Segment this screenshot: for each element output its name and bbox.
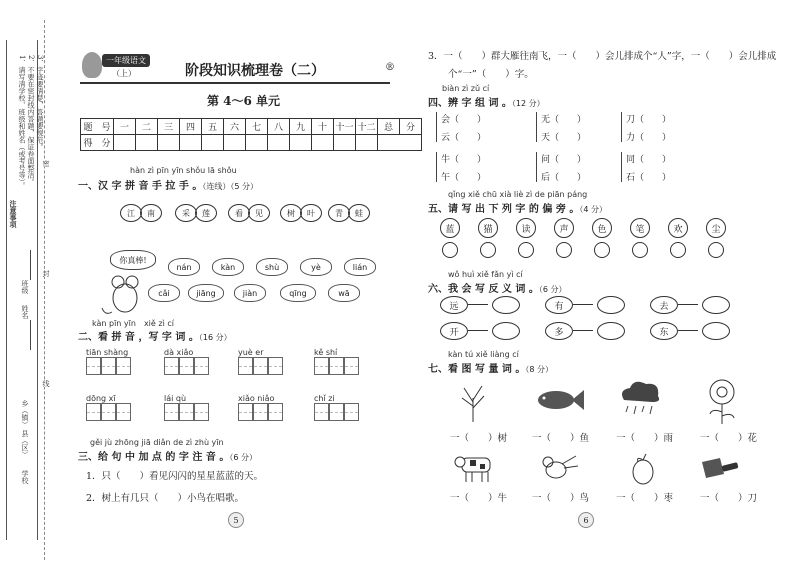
writing-grid[interactable] [238, 403, 283, 421]
s3-line-3: 3．一（ ）群大雁往南飞，一（ ）会儿排成个“人”字，一（ ）会儿排成 [428, 51, 777, 62]
antonym-pair [545, 296, 635, 316]
word-pinyin: kě shí [314, 348, 338, 357]
group-item[interactable]: 会（ ） [441, 115, 487, 125]
measure-fish[interactable]: 一（ ）鱼 [532, 433, 590, 444]
measure-flower[interactable]: 一（ ）花 [700, 433, 758, 444]
score-cell[interactable] [158, 135, 180, 151]
antonym-given: 远 [440, 296, 468, 314]
pair-line [468, 330, 488, 331]
s1-pinyin: hàn zì pīn yīn shǒu lā shǒu [130, 166, 237, 175]
char-fruit[interactable] [630, 218, 650, 258]
antonym-given: 开 [440, 322, 468, 340]
page-number-right: 6 [578, 512, 594, 528]
word-char: 青 [328, 204, 350, 222]
pinyin-flower[interactable]: lián [344, 258, 376, 276]
word-group [536, 112, 586, 142]
s4-title-text: 四、辨 字 组 词 。 [428, 98, 512, 109]
speech-bubble: 你真棒! [110, 250, 156, 270]
answer-circle[interactable] [518, 242, 534, 258]
fish-icon [534, 386, 584, 414]
word-group [621, 152, 671, 182]
antonym-answer[interactable] [597, 296, 625, 314]
writing-grid[interactable] [238, 357, 283, 375]
binding-strip [0, 0, 58, 580]
score-col: 二 [136, 119, 158, 135]
s3-line-4: 个“一”（ ）字。 [448, 69, 534, 80]
s7-points: （8 分） [525, 365, 554, 374]
score-cell[interactable] [114, 135, 136, 151]
score-col: 五 [202, 119, 224, 135]
answer-circle[interactable] [442, 242, 458, 258]
pinyin-flower[interactable]: jiàn [234, 284, 266, 302]
cow-icon [452, 450, 498, 484]
note-1: 1．请写清学校、班级和姓名（或考号等）。 [18, 55, 26, 189]
char-fruit[interactable] [440, 218, 460, 258]
measure-knife[interactable]: 一（ ）刀 [700, 493, 758, 504]
char-fruit[interactable] [668, 218, 688, 258]
word-char: 江 [120, 204, 142, 222]
pinyin-word [314, 394, 359, 421]
pinyin-flower[interactable]: kàn [212, 258, 244, 276]
pinyin-flower[interactable]: qīng [280, 284, 316, 302]
antonym-answer[interactable] [492, 322, 520, 340]
s5-pinyin: qǐng xiě chū xià liè zì de piān páng [448, 190, 588, 199]
group-item[interactable]: 牛（ ） [441, 155, 487, 165]
word-pair[interactable] [120, 202, 162, 222]
field-name-line[interactable] [30, 320, 31, 350]
group-item[interactable]: 云（ ） [441, 133, 487, 143]
word-pair[interactable] [280, 202, 322, 222]
field-class-line[interactable] [30, 250, 31, 280]
word-char: 见 [248, 204, 270, 222]
writing-grid[interactable] [314, 357, 359, 375]
antonym-answer[interactable] [702, 322, 730, 340]
writing-grid[interactable] [314, 403, 359, 421]
score-header-row [81, 119, 422, 135]
antonym-pair [650, 296, 740, 316]
group-item[interactable]: 问（ ） [541, 155, 587, 165]
s4-title [428, 94, 545, 109]
antonym-given: 有 [545, 296, 573, 314]
field-town: 乡（镇） [21, 400, 29, 428]
score-col: 十 [312, 119, 334, 135]
note-3: 3．字迹要清楚，答题要规范。 [36, 55, 44, 151]
measure-cow[interactable]: 一（ ）牛 [450, 493, 508, 504]
s1-points: （连线）（5 分） [202, 182, 259, 191]
group-item[interactable]: 天（ ） [541, 133, 587, 143]
s6-points: （6 分） [538, 285, 567, 294]
seal-char-xian: 线 [42, 380, 50, 387]
seal-char-mi: 密 [42, 160, 50, 167]
writing-grid[interactable] [86, 403, 131, 421]
score-col: 十二 [356, 119, 378, 135]
word-pair[interactable] [175, 202, 217, 222]
s3-points: （6 分） [229, 453, 257, 462]
pinyin-word [86, 394, 131, 421]
seal-line [44, 20, 45, 560]
word-group [536, 152, 586, 182]
word-pinyin: dà xiǎo [164, 348, 194, 357]
word-pair[interactable] [328, 202, 370, 222]
score-cell[interactable] [312, 135, 334, 151]
score-cell[interactable] [180, 135, 202, 151]
group-item[interactable]: 午（ ） [441, 173, 487, 183]
antonym-pair [650, 322, 740, 342]
antonym-answer[interactable] [702, 296, 730, 314]
writing-grid[interactable] [164, 357, 209, 375]
s6-pairs [440, 296, 760, 346]
char-circle: 猫 [478, 218, 498, 238]
pinyin-word [314, 348, 359, 375]
s5-title-text: 五、请 写 出 下 列 字 的 偏 旁 。 [428, 204, 580, 215]
word-pair[interactable] [228, 202, 270, 222]
antonym-given: 多 [545, 322, 573, 340]
word-group [621, 112, 671, 142]
s6-pinyin: wǒ huì xiě fǎn yì cí [448, 270, 523, 279]
char-fruit[interactable] [516, 218, 536, 258]
answer-circle[interactable] [632, 242, 648, 258]
score-row-label: 得 分 [81, 135, 114, 151]
char-circle: 读 [516, 218, 536, 238]
pinyin-flower[interactable]: yè [300, 258, 332, 276]
answer-circle[interactable] [594, 242, 610, 258]
char-fruit[interactable] [478, 218, 498, 258]
score-col: 三 [158, 119, 180, 135]
score-col: 九 [290, 119, 312, 135]
answer-circle[interactable] [708, 242, 724, 258]
score-col: 六 [224, 119, 246, 135]
antonym-pair [440, 296, 530, 316]
s3-title [78, 448, 257, 463]
s4-groups [436, 112, 766, 188]
word-pinyin: dōng xī [86, 394, 116, 403]
group-item[interactable]: 同（ ） [626, 155, 672, 165]
s7-title [428, 360, 553, 375]
pinyin-word [238, 394, 283, 421]
pinyin-flower[interactable]: jiāng [188, 284, 224, 302]
measure-bird[interactable]: 一（ ）鸟 [532, 493, 590, 504]
answer-circle[interactable] [670, 242, 686, 258]
word-pinyin: xiǎo niǎo [238, 394, 275, 403]
word-group [436, 112, 486, 142]
measure-date[interactable]: 一（ ）枣 [616, 493, 674, 504]
pinyin-flower[interactable]: cǎi [148, 284, 180, 302]
word-char: 蛙 [348, 204, 370, 222]
char-circle: 色 [592, 218, 612, 238]
s3-pinyin: gěi jù zhōng jiā diǎn de zì zhù yīn [90, 438, 224, 447]
s3-title-text: 三、给 句 中 加 点 的 字 注 音 。 [78, 452, 230, 463]
s2-points: （16 分） [198, 333, 232, 342]
badge [78, 50, 158, 82]
score-header: 题 号 [81, 119, 114, 135]
antonym-answer[interactable] [597, 322, 625, 340]
s3-line-1: 1．只（ ）看见闪闪的星星蓝蓝的天。 [86, 471, 264, 482]
word-pinyin: lái qù [164, 394, 187, 403]
char-circle: 声 [554, 218, 574, 238]
word-char: 树 [280, 204, 302, 222]
s6-title [428, 280, 567, 295]
char-circle: 尘 [706, 218, 726, 238]
score-cell[interactable] [136, 135, 158, 151]
seal-char-feng: 封 [42, 270, 50, 277]
score-cell[interactable] [202, 135, 224, 151]
mouse-icon [100, 268, 150, 318]
tree-icon [456, 378, 490, 422]
unit-title: 第 4～6 单元 [207, 94, 281, 108]
s5-title [428, 200, 607, 215]
note-2: 2．不要在密封线内答题，保证卷面整洁。 [27, 55, 35, 186]
antonym-pair [545, 322, 635, 342]
antonym-given: 东 [650, 322, 678, 340]
word-char: 南 [140, 204, 162, 222]
badge-label: 一年级语文 [102, 54, 150, 67]
score-cell[interactable] [290, 135, 312, 151]
score-cell[interactable] [224, 135, 246, 151]
s4-points: （12 分） [511, 99, 545, 108]
s1-title-text: 一、汉 字 拼 音 手 拉 手 。 [78, 181, 203, 192]
answer-circle[interactable] [480, 242, 496, 258]
score-cell[interactable] [268, 135, 290, 151]
score-col: 七 [246, 119, 268, 135]
page-number-left: 5 [228, 512, 244, 528]
word-char: 叶 [300, 204, 322, 222]
char-circle: 欢 [668, 218, 688, 238]
date-fruit-icon [628, 452, 658, 486]
pair-line [678, 304, 698, 305]
word-pinyin: chǐ zi [314, 394, 335, 403]
antonym-given: 去 [650, 296, 678, 314]
badge-sub: （上） [112, 69, 136, 78]
s2-title-text: 二、看 拼 音 ，写 字 词 。 [78, 332, 199, 343]
char-fruit[interactable] [592, 218, 612, 258]
mascot-icon [82, 52, 102, 78]
field-class: 班级 [21, 280, 29, 294]
pinyin-word [164, 394, 209, 421]
score-cell[interactable] [246, 135, 268, 151]
writing-grid[interactable] [86, 357, 131, 375]
rain-cloud-icon [616, 378, 664, 422]
score-col: 一 [114, 119, 136, 135]
notes-label: 注意事项 [9, 200, 18, 228]
score-cell[interactable] [334, 135, 356, 151]
char-circle: 笔 [630, 218, 650, 238]
score-col: 分 [400, 119, 422, 135]
pinyin-word [164, 348, 209, 375]
word-pinyin: yuè er [238, 348, 264, 357]
char-fruit[interactable] [554, 218, 574, 258]
measure-tree[interactable]: 一（ ）树 [450, 433, 508, 444]
pinyin-flower[interactable]: wā [328, 284, 360, 302]
s1-word-pairs [120, 202, 380, 224]
s7-title-text: 七、看 图 写 量 词 。 [428, 364, 526, 375]
bird-icon [538, 452, 578, 484]
score-col: 总 [378, 119, 400, 135]
antonym-pair [440, 322, 530, 342]
word-char: 看 [228, 204, 250, 222]
pinyin-word [238, 348, 283, 375]
s6-title-text: 六、我 会 写 反 义 词 。 [428, 284, 539, 295]
s3-line-2: 2．树上有几只（ ）小鸟在唱歌。 [86, 493, 245, 504]
pair-line [573, 330, 593, 331]
word-pinyin: tiān shàng [86, 348, 129, 357]
score-table [80, 118, 422, 151]
s1-pinyin-row-2 [148, 284, 388, 314]
registered-mark: ® [385, 62, 395, 73]
score-col: 十一 [334, 119, 356, 135]
pair-line [468, 304, 488, 305]
answer-circle[interactable] [556, 242, 572, 258]
s2-pinyin: kàn pīn yīn xiě zì cí [92, 319, 174, 328]
char-fruit[interactable] [706, 218, 726, 258]
s2-title [78, 328, 232, 343]
group-item[interactable]: 无（ ） [541, 115, 587, 125]
score-value-row [81, 135, 422, 151]
score-cell[interactable] [356, 135, 378, 151]
char-circle: 蓝 [440, 218, 460, 238]
word-group [436, 152, 486, 182]
group-item[interactable]: 石（ ） [626, 173, 672, 183]
s2-row-2 [86, 394, 386, 434]
pinyin-word [86, 348, 131, 375]
pinyin-flower[interactable]: shù [256, 258, 288, 276]
field-name: 姓名 [21, 305, 29, 319]
s2-row-1 [86, 348, 386, 388]
group-item[interactable]: 后（ ） [541, 173, 587, 183]
header-rule [80, 82, 390, 84]
group-item[interactable]: 刀（ ） [626, 115, 672, 125]
s7-pinyin: kàn tú xiě liàng cí [448, 350, 519, 359]
knife-icon [700, 452, 740, 484]
word-char: 采 [175, 204, 197, 222]
s4-pinyin: biàn zì zǔ cí [442, 84, 490, 93]
word-char: 莲 [195, 204, 217, 222]
score-cell[interactable] [378, 135, 422, 151]
field-county: 县（区） [21, 430, 29, 458]
antonym-answer[interactable] [492, 296, 520, 314]
s5-points: （4 分） [579, 205, 607, 214]
flower-icon [704, 378, 740, 424]
group-item[interactable]: 力（ ） [626, 133, 672, 143]
pinyin-flower[interactable]: nán [168, 258, 200, 276]
score-col: 八 [268, 119, 290, 135]
writing-grid[interactable] [164, 403, 209, 421]
pair-line [678, 330, 698, 331]
field-school: 学校 [21, 470, 29, 484]
pair-line [573, 304, 593, 305]
s5-char-row [440, 218, 760, 258]
s1-title [78, 177, 258, 192]
page-title: 阶段知识梳理卷（二） [185, 63, 325, 79]
measure-rain[interactable]: 一（ ）雨 [616, 433, 674, 444]
score-col: 四 [180, 119, 202, 135]
